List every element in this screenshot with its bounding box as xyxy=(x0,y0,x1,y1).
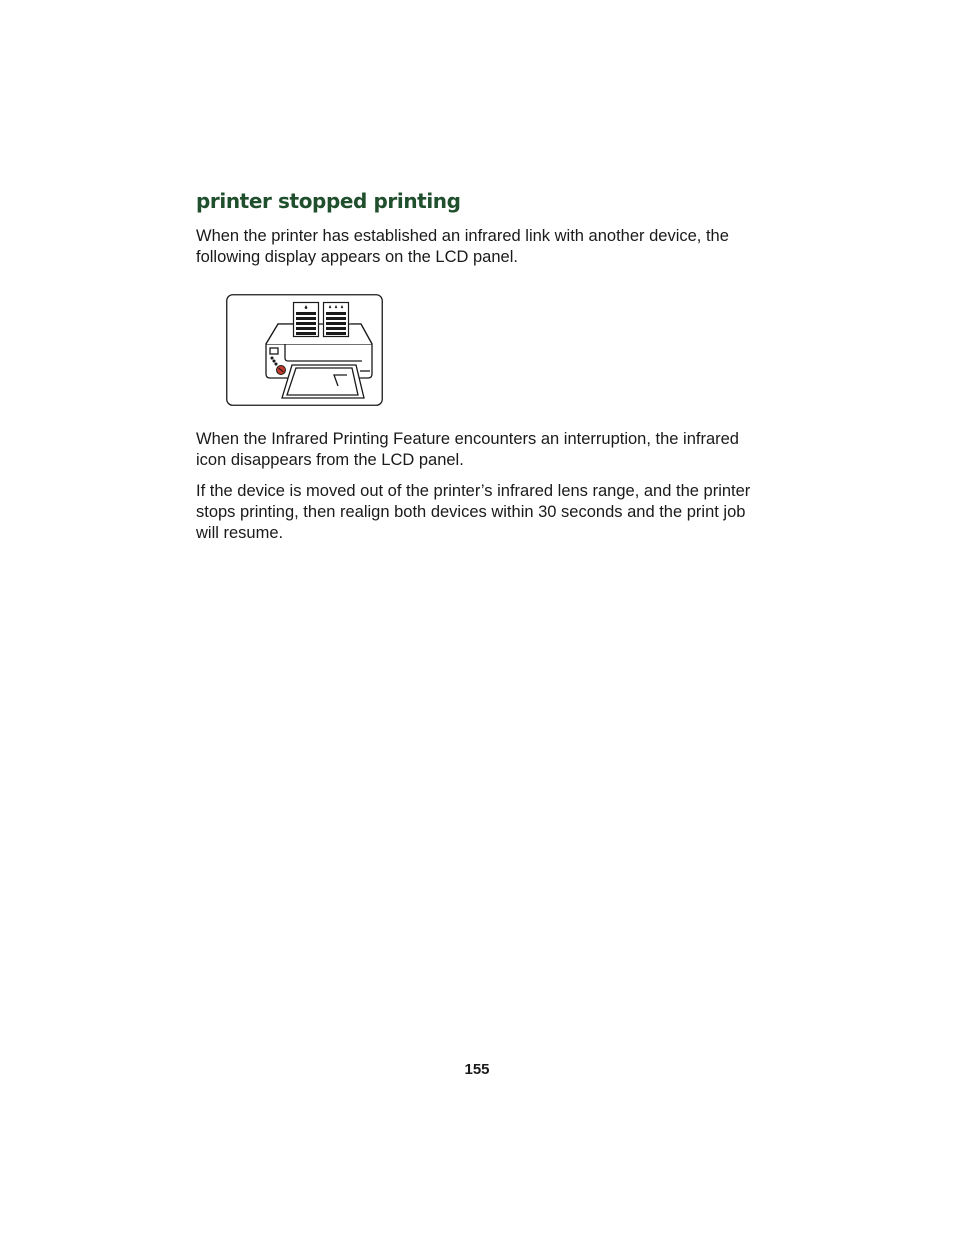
section-heading: printer stopped printing xyxy=(196,189,461,213)
paper-icon xyxy=(282,365,364,398)
infrared-indicator-icon xyxy=(277,366,286,375)
lcd-panel-icon xyxy=(226,294,383,406)
interruption-paragraph: When the Infrared Printing Feature encounters an interruption, the infrared icon disappears from the LCD panel. xyxy=(196,430,739,469)
intro-paragraph: When the printer has established an infrared link with another device, the following display appears on the LCD panel. xyxy=(196,227,729,266)
page-number: 155 xyxy=(464,1061,490,1078)
lcd-panel-figure xyxy=(226,294,383,406)
realign-paragraph: If the device is moved out of the printer’s infrared lens range, and the printer stops printing, then realign both devices within 30 seconds and the print job will resume. xyxy=(196,482,751,542)
black-cartridge-icon xyxy=(294,303,319,337)
color-cartridge-icon xyxy=(324,303,349,337)
